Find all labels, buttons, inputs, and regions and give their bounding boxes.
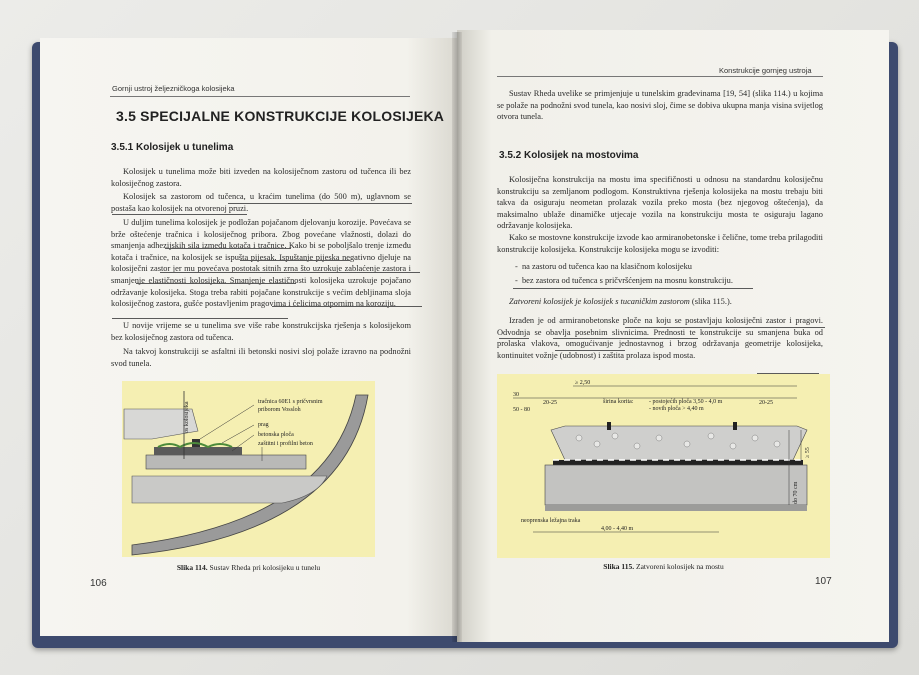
figure-114-caption-text: Sustav Rheda pri kolosijeku u tunelu (209, 563, 321, 572)
figure-115-drawing (497, 374, 830, 558)
pen-underline (165, 248, 291, 249)
leader-line (200, 405, 254, 439)
book-gutter (452, 32, 462, 642)
pen-underline (112, 214, 247, 215)
dim-label-30: 30 (513, 392, 519, 398)
pen-underline (272, 306, 422, 307)
section-title: 3.5 SPECIJALNE KONSTRUKCIJE KOLOSIJEKA (116, 108, 445, 124)
figure-114 (122, 381, 375, 557)
stone (576, 435, 582, 441)
rail-right (733, 422, 737, 430)
paragraph: Sustav Rheda uvelike se primjenjuje u tunelskim građevinama [19, 54] (slika 114.) u kojima se polaže na podnožni svod tunela, kao nosivi sloj, čime se dobiva ukupna manja visina svijetlog otvora tunela. (497, 89, 823, 122)
list-item: - bez zastora od tučenca s pričvršćenjem na mosnu konstrukciju. (515, 276, 733, 285)
paragraph: Kolosijek u tunelima može biti izveden na kolosiječnom zastoru od tučenca ili bez kolosiječnog zastora. (111, 167, 411, 188)
leader-line (232, 435, 254, 451)
tunnel-invert (132, 476, 327, 503)
figure-reference-italic: Zatvoreni kolosijek je kolosijek s tucaničkim zastorom (509, 297, 690, 306)
label-slab: betonska ploča (258, 432, 294, 438)
figure-115 (497, 374, 830, 558)
paragraph: U duljim tunelima kolosijek je podložan pojačanom djelovanju korozije. Povećava se brže oštećenje tračnica i kolosiječnog pribora. Zbog povećane vlažnosti, dolazi do smanjenja adhezijskih sila između kotača i tračnice. Kako bi se poboljšalo trenje između kotača i tračnice, na kolosijek se ispušta pijesak. Ispuštanje pijeska negativno djeluje na kolosiječni zastor jer mu povećava postotak sitnih zrna što uzrokuje zablaćenje zastora i smanjenje elastičnosti kolosijeka. Smanjenje elastičnosti kolosijeka uzrokuje pojačano održavanje kolosijeka. Stoga treba rabiti pojačane konstrukcije s većim debljinama sloja kolosiječnog zastora, gušće postavljenim pragovima i ćelicima otpornim na koroziju. (111, 218, 411, 309)
stone (634, 443, 640, 449)
pen-underline (625, 327, 825, 328)
paragraph: Kolosiječna konstrukcija na mostu ima specifičnosti u odnosu na standardnu kolosiječnu konstrukciju sa zemljanom podlogom. Konstruktivna rješenja kolosijeka na mostu trebaju biti takva da osiguraju neometan prolazak vozila preko mosta (bez njegovog oštećenja), da maksimalno ublaže dinamičke utjecaje vozila na konstrukciju mosta te osiguraju lagano održavanje kolosijeka. (497, 175, 823, 231)
dim-label-20-25-right: 20-25 (759, 400, 773, 406)
dim-label-depth: do 70 cm (793, 481, 799, 504)
right-page (457, 30, 889, 642)
paragraph-figure-reference (497, 296, 823, 308)
pen-underline (112, 318, 288, 319)
stone (594, 441, 600, 447)
bridge-slab (545, 465, 807, 505)
label-sleeper: prag (258, 422, 269, 428)
stone (708, 433, 714, 439)
figure-114-number: Slika 114. (176, 563, 208, 572)
subsection-title: 3.5.2 Kolosijek na mostovima (499, 150, 639, 161)
subsection-title: 3.5.1 Kolosijek u tunelima (111, 142, 234, 153)
dim-label-20-25-left: 20-25 (543, 400, 557, 406)
left-running-header: Gornji ustroj željezničkoga kolosijeka (112, 84, 235, 93)
pen-underline (513, 288, 753, 289)
stone (612, 433, 618, 439)
pen-underline (499, 338, 529, 339)
pen-underline (555, 350, 625, 351)
paragraph: Izrađen je od armiranobetonske ploče na koju se postavljaju kolosiječni zastor i pragovi. Odvodnja se obavlja posebnim slivnicima. Prednosti te konstrukcije su smanjena buka od prolaska vlakova, omogućivanje jednostavnog i brzog održavanja geometrije kolosijeka, kontinuitet vožnje (udobnost) i zaštita prolaza ispod mosta. (497, 316, 823, 360)
label-rail: tračnica 60E1 s pričvrsnim (258, 399, 323, 405)
paragraph: Kako se mostovne konstrukcije izvode kao armiranobetonske i čelične, tome treba prilagoditi konstrukcije kolosijeka. Konstrukcije kolosijeka mogu se izvoditi: (497, 233, 823, 254)
slab-bottom (545, 505, 807, 511)
stone (656, 435, 662, 441)
rail-left (607, 422, 611, 430)
waterproofing-layer (553, 460, 803, 465)
figure-115-number: Slika 115. (603, 562, 635, 571)
stone (684, 441, 690, 447)
label-existing-slab: - postojećih ploča 3,50 - 4,0 m (649, 399, 723, 405)
stone (774, 441, 780, 447)
figure-114-caption (122, 563, 375, 572)
pen-underline (136, 283, 296, 284)
right-running-header: Konstrukcije gornjeg ustroja (719, 66, 812, 75)
left-page (40, 38, 457, 636)
page-number-right: 107 (815, 576, 832, 587)
dim-label-50-80: 50 - 80 (513, 407, 530, 413)
figure-115-caption-text: Zatvoreni kolosijek na mostu (636, 562, 724, 571)
label-fastening: priborom Vossloh (258, 407, 301, 413)
list-item-text: bez zastora od tučenca s pričvršćenjem na mosnu konstrukciju. (521, 276, 733, 285)
label-new-slab: - novih ploča > 4,40 m (649, 406, 704, 412)
leader-line (222, 425, 254, 443)
dim-label-width: 4,00 - 4,40 m (601, 526, 634, 532)
list-item-text: na zastoru od tučenca kao na klasičnom kolosijeku (521, 262, 692, 271)
figure-reference-number: (slika 115.). (691, 297, 732, 306)
dim-label-top: ≥ 2,50 (575, 380, 591, 386)
sleeper-block (154, 447, 242, 455)
stone (730, 443, 736, 449)
figure-115-caption (497, 562, 830, 571)
figure-114-drawing (122, 381, 375, 557)
list-item: - na zastoru od tučenca kao na klasičnom kolosijeku (515, 262, 692, 271)
ballast (551, 426, 807, 460)
paragraph: Kolosijek sa zastorom od tučenca, u kraćim tunelima (do 500 m), uglavnom se postaša kao kolosijek na otvorenoj pruzi. (111, 192, 411, 213)
header-rule (497, 76, 823, 77)
pen-underline (228, 203, 412, 204)
concrete-slab (146, 455, 306, 469)
stone (752, 435, 758, 441)
pen-underline (160, 272, 420, 273)
label-bearing-strip: neoprenska ležajna traka (521, 518, 581, 524)
track-axis-label: os kolosijeka (184, 401, 190, 433)
label-filler: zaštitni i profilni beton (258, 441, 313, 447)
pen-underline (553, 338, 698, 339)
paragraph: U novije vrijeme se u tunelima sve više rabe konstrukcijska rješenja s kolosijekom bez kolosiječnog zastora od tučenca. (111, 321, 411, 342)
dim-label-55: ≥ 55 (805, 447, 811, 458)
pen-underline (240, 260, 350, 261)
header-rule (110, 96, 410, 97)
paragraph: Na takvoj konstrukciji se asfaltni ili betonski nosivi sloj polaže izravno na podnožni svod tunela. (111, 347, 411, 368)
label-track-width: širina korita: (603, 399, 634, 405)
page-number-left: 106 (90, 578, 107, 589)
